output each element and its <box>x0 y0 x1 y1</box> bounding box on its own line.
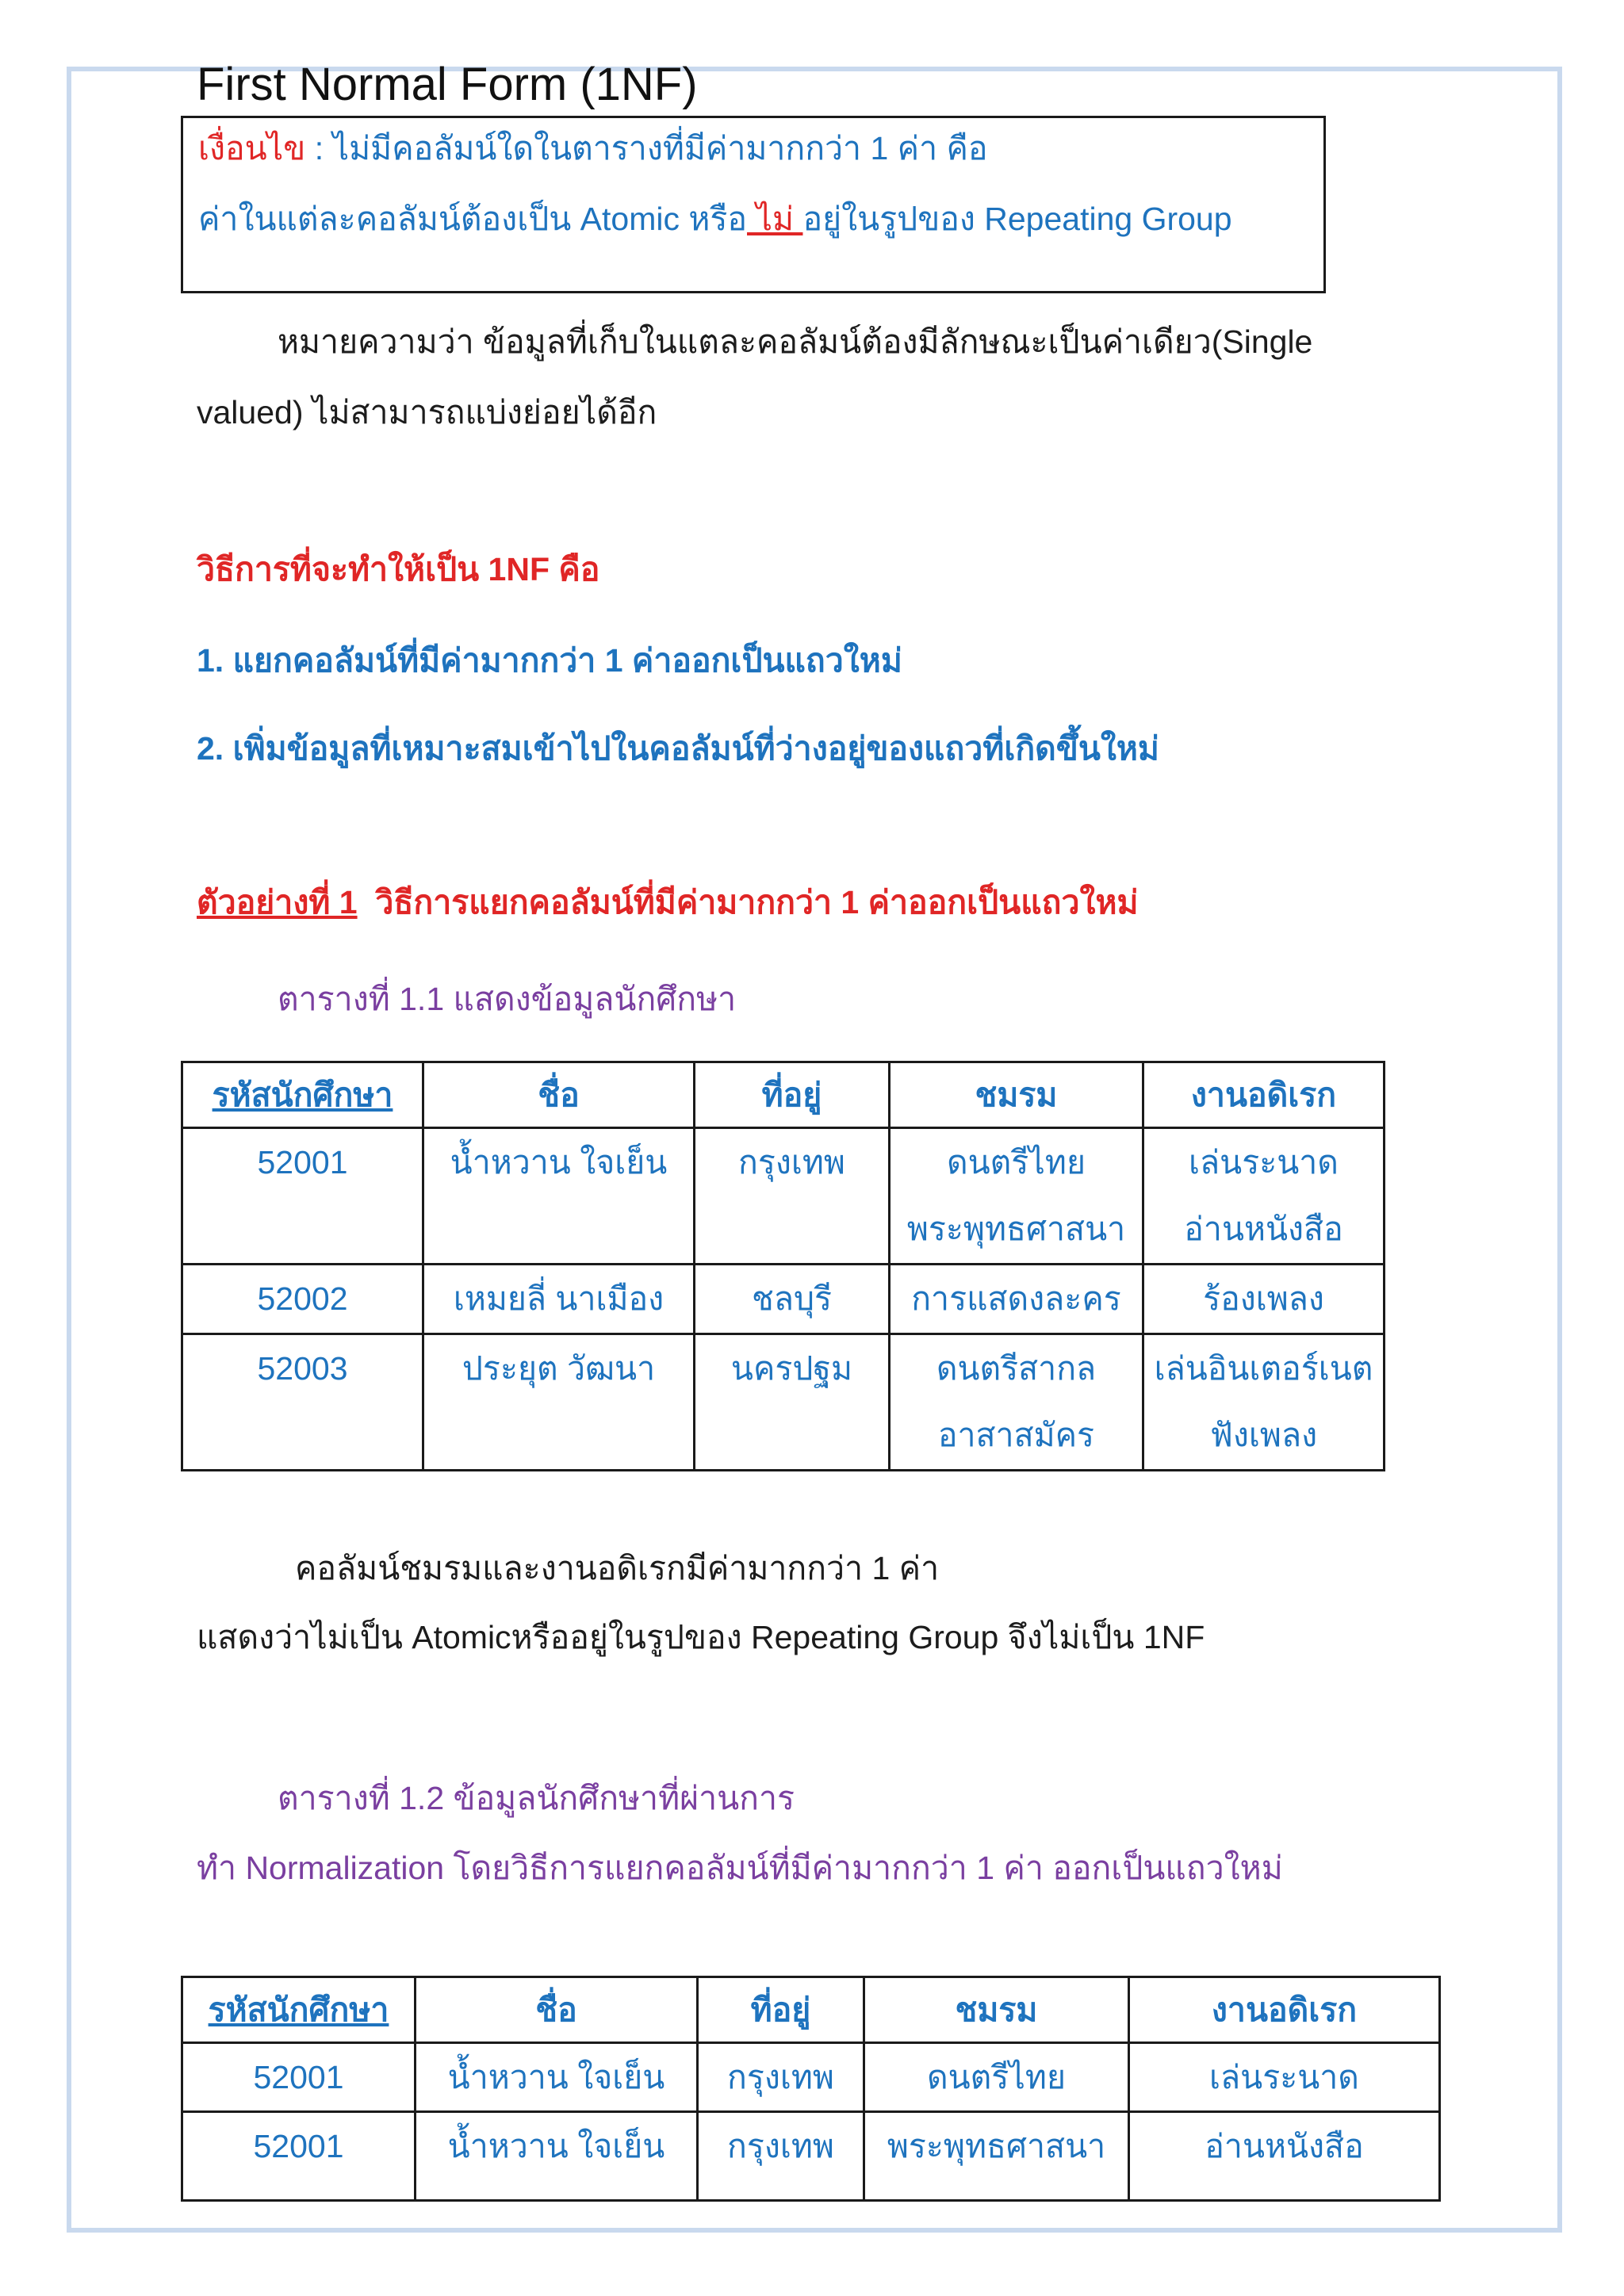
cell-line: พระพุทธศาสนา <box>906 1211 1126 1247</box>
table-row <box>182 1128 1385 1265</box>
table1-header-label: งานอดิเรก <box>1190 1077 1337 1113</box>
cell-hobby <box>1129 2043 1440 2112</box>
cell-address <box>695 1265 890 1334</box>
method-step-2: 2. เพิ่มข้อมูลที่เหมาะสมเข้าไปในคอลัมน์ที่ว่างอยู่ของแถวที่เกิดขึ้นใหม่ <box>197 730 1159 767</box>
table2-header-label: รหัสนักศึกษา <box>208 1992 389 2028</box>
table2-header-label: ชมรม <box>955 1992 1038 2028</box>
table2-body <box>182 2043 1440 2201</box>
cell-line: เล่นระนาด <box>1189 1144 1339 1181</box>
table1-header-hobby <box>1143 1062 1385 1128</box>
table1-header-address <box>695 1062 890 1128</box>
cell-line: การแสดงละคร <box>911 1280 1121 1317</box>
cell-address <box>695 1334 890 1471</box>
cell-name <box>423 1128 695 1265</box>
condition-line-1 <box>198 126 988 170</box>
meaning-line-2: valued) ไม่สามารถแบ่งย่อยได้อีก <box>197 394 657 430</box>
example-label: ตัวอย่างที่ 1 <box>197 884 358 920</box>
table1-header-label: รหัสนักศึกษา <box>212 1077 393 1113</box>
table-row <box>182 2043 1440 2112</box>
cell-student-id <box>182 1128 423 1265</box>
table2-header-row <box>182 1977 1440 2043</box>
cell-line: ชลบุรี <box>752 1280 832 1317</box>
note-line-2: แสดงว่าไม่เป็น Atomicหรืออยู่ในรูปของ Repeating Group จึงไม่เป็น 1NF <box>197 1619 1205 1655</box>
cell-line: ดนตรีไทย <box>947 1144 1086 1181</box>
meaning-line-1: หมายความว่า ข้อมูลที่เก็บในแตละคอลัมน์ต้องมีลักษณะเป็นค่าเดียว(Single <box>278 323 1313 360</box>
condition-line-2 <box>198 197 1232 241</box>
table2-header-label: งานอดิเรก <box>1211 1992 1358 2028</box>
page-title: First Normal Form (1NF) <box>197 59 698 110</box>
cell-line: ดนตรีสากล <box>936 1350 1097 1387</box>
cell-line: กรุงเทพ <box>727 2128 834 2164</box>
table2-header-label: ชื่อ <box>535 1992 577 2028</box>
cell-line: 52001 <box>253 2059 344 2095</box>
cell-line: น้ำหวาน ใจเย็น <box>447 2059 665 2095</box>
condition-not-word: ไม่ <box>747 201 803 237</box>
cell-line: 52001 <box>253 2128 344 2164</box>
cell-club <box>890 1334 1143 1471</box>
note-line-1: คอลัมน์ชมรมและงานอดิเรกมีค่ามากกว่า 1 ค่า <box>295 1550 940 1586</box>
table1-header-club <box>890 1062 1143 1128</box>
cell-name <box>416 2043 698 2112</box>
student-table-1 <box>181 1061 1385 1471</box>
cell-line: อาสาสมัคร <box>937 1417 1095 1453</box>
cell-student-id <box>182 2043 416 2112</box>
table1-header-label: ที่อยู่ <box>761 1077 822 1113</box>
table1-header-label: ชมรม <box>975 1077 1058 1113</box>
cell-club <box>890 1265 1143 1334</box>
cell-line: อ่านหนังสือ <box>1184 1211 1343 1247</box>
cell-line: ดนตรีไทย <box>927 2059 1066 2095</box>
cell-line: 52002 <box>257 1280 348 1317</box>
cell-club <box>890 1128 1143 1265</box>
table1-body <box>182 1128 1385 1471</box>
table1-caption: ตารางที่ 1.1 แสดงข้อมูลนักศึกษา <box>278 981 737 1017</box>
table1-header-label: ชื่อ <box>538 1077 580 1113</box>
condition-atomic-text: ค่าในแต่ละคอลัมน์ต้องเป็น Atomic หรือ <box>198 201 748 237</box>
cell-line: อ่านหนังสือ <box>1205 2128 1364 2164</box>
table1-header-name <box>423 1062 695 1128</box>
cell-club <box>864 2043 1129 2112</box>
table2-header-address <box>698 1977 864 2043</box>
cell-line: ประยุต วัฒนา <box>462 1350 656 1387</box>
example-heading <box>197 880 1139 924</box>
cell-line: กรุงเทพ <box>727 2059 834 2095</box>
cell-line: กรุงเทพ <box>738 1144 845 1181</box>
example-text: วิธีการแยกคอลัมน์ที่มีค่ามากกว่า 1 ค่าออกเป็นแถวใหม่ <box>375 884 1139 920</box>
cell-name <box>416 2112 698 2201</box>
cell-line: ฟังเพลง <box>1209 1417 1318 1453</box>
cell-line: น้ำหวาน ใจเย็น <box>450 1144 668 1181</box>
table2-header-label: ที่อยู่ <box>750 1992 811 2028</box>
cell-address <box>698 2043 864 2112</box>
cell-club <box>864 2112 1129 2201</box>
cell-line: พระพุทธศาสนา <box>887 2128 1106 2164</box>
cell-student-id <box>182 1265 423 1334</box>
table2-caption-line-1: ตารางที่ 1.2 ข้อมูลนักศึกษาที่ผ่านการ <box>278 1780 795 1816</box>
cell-name <box>423 1334 695 1471</box>
table-row <box>182 1334 1385 1471</box>
table1-header-student-id <box>182 1062 423 1128</box>
cell-line: นครปฐม <box>730 1350 853 1387</box>
cell-hobby <box>1143 1265 1385 1334</box>
method-step-1: 1. แยกคอลัมน์ที่มีค่ามากกว่า 1 ค่าออกเป็นแถวใหม่ <box>197 642 902 679</box>
table-row <box>182 1265 1385 1334</box>
cell-line: ร้องเพลง <box>1203 1280 1324 1317</box>
cell-line: เล่นอินเตอร์เนต <box>1154 1350 1373 1387</box>
cell-hobby <box>1143 1334 1385 1471</box>
cell-address <box>698 2112 864 2201</box>
cell-line: เหมยลี่ นาเมือง <box>453 1280 665 1317</box>
table2-header-hobby <box>1129 1977 1440 2043</box>
cell-line: 52003 <box>257 1350 348 1387</box>
cell-line: เล่นระนาด <box>1209 2059 1359 2095</box>
cell-name <box>423 1265 695 1334</box>
table1-header-row <box>182 1062 1385 1128</box>
method-heading: วิธีการที่จะทำให้เป็น 1NF คือ <box>197 551 600 587</box>
table2-header-name <box>416 1977 698 2043</box>
table-row <box>182 2112 1440 2201</box>
cell-line: น้ำหวาน ใจเย็น <box>447 2128 665 2164</box>
condition-label: เงื่อนไข <box>198 130 306 166</box>
table2-caption-line-2: ทำ Normalization โดยวิธีการแยกคอลัมน์ที่มีค่ามากกว่า 1 ค่า ออกเป็นแถวใหม่ <box>197 1850 1283 1886</box>
table2-header-student-id <box>182 1977 416 2043</box>
cell-line: 52001 <box>257 1144 348 1181</box>
condition-text: : ไม่มีคอลัมน์ใดในตารางที่มีค่ามากกว่า 1 ค่า คือ <box>314 130 988 166</box>
cell-student-id <box>182 1334 423 1471</box>
student-table-2 <box>181 1976 1441 2202</box>
condition-repeating-text: อยู่ในรูปของ Repeating Group <box>802 201 1232 237</box>
cell-student-id <box>182 2112 416 2201</box>
cell-hobby <box>1129 2112 1440 2201</box>
table2-header-club <box>864 1977 1129 2043</box>
cell-address <box>695 1128 890 1265</box>
cell-hobby <box>1143 1128 1385 1265</box>
